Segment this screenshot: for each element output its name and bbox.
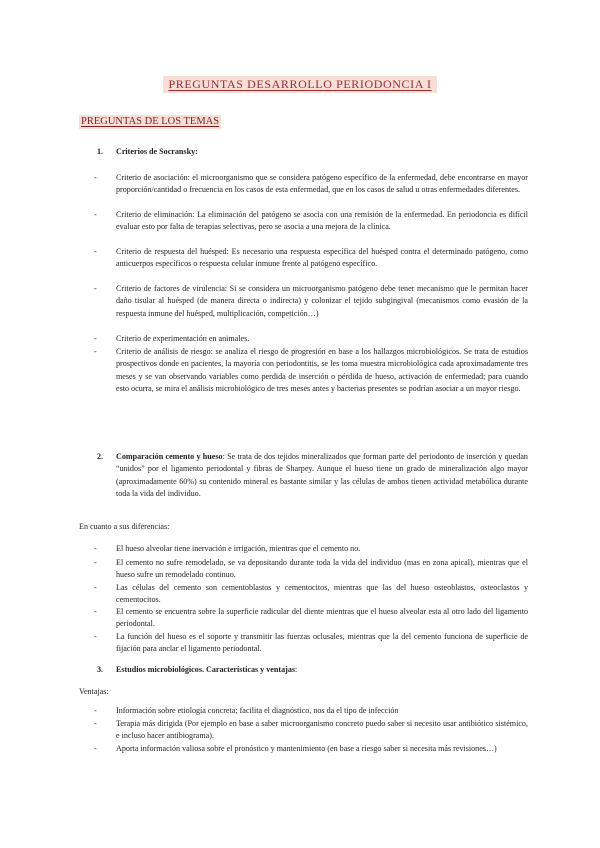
q2-item: Las células del cemento son cementoblastos y cementocitos, mientras que las del hueso osteoblastos, osteoclastos y cementocitos. bbox=[116, 583, 528, 605]
q1-number: 1. bbox=[97, 147, 104, 156]
bullet: - bbox=[94, 210, 97, 219]
q3-item: Terapia más dirigida (Por ejemplo en base a saber microorganismo concreto puedo saber si necesito usar antibiótico sistémico, e incluso hacer antibiograma). bbox=[116, 719, 528, 741]
bullet: - bbox=[94, 583, 97, 592]
q2-text: : Se trata de dos tejidos mineralizados que forman parte del periodonto de inserción y quedan “unidos” por el ligamento periodontal y fibras de Sharpey. Aunque el hueso tiene un grado de mineralización algo mayor (aproximadamente 60%) su contenido mineral es bastante similar y las células de ambos tienen actividad metabólica durante toda la vida del individuo. bbox=[116, 452, 528, 498]
q3-intro: Ventajas: bbox=[79, 687, 109, 696]
q1-item: Criterio de asociación: el microorganismo que se considera patógeno específico de la enfermedad, debe encontrarse en mayor proporción/cantidad o frecuencia en los casos de esta enfermedad, que en los casos de salud u otras enfermedades diferentes. bbox=[116, 173, 528, 195]
q1-item: Criterio de análisis de riesgo: se analiza el riesgo de progresión en base a los hallazgos microbiológicos. Se trata de estudios prospectivos donde en pacientes, la mayoría con periodontitis, se les toma muestra microbiológica cada aproximadamente tres meses y se van observando variables como perdida de inserción o pérdida de hueso, activación de enfermedad; para cuando esto ocurra, se mira el análisis microbiológico de tres meses antes y bacterias presentes se podrían asociar a un mayor riesgo. bbox=[116, 347, 528, 393]
q3-item: Información sobre etiología concreta; facilita el diagnóstico, nos da el tipo de infección bbox=[116, 706, 399, 715]
bullet: - bbox=[94, 632, 97, 641]
bullet: - bbox=[94, 173, 97, 182]
q3-number: 3. bbox=[97, 665, 104, 674]
bullet: - bbox=[94, 706, 97, 715]
q2-item: La función del hueso es el soporte y transmitir las fuerzas oclusales, mientras que la del cemento funciona de superficie de fijación para anclar el ligamento periodontal. bbox=[116, 632, 528, 654]
bullet: - bbox=[94, 719, 97, 728]
bullet: - bbox=[94, 744, 97, 753]
q2-intro: En cuanto a sus diferencias: bbox=[79, 522, 170, 531]
bullet: - bbox=[94, 247, 97, 256]
q2-heading: Comparación cemento y hueso bbox=[116, 452, 223, 461]
bullet: - bbox=[94, 347, 97, 356]
document-title-row bbox=[0, 76, 600, 93]
bullet: - bbox=[94, 334, 97, 343]
document-title: PREGUNTAS DESARROLLO PERIODONCIA I bbox=[163, 76, 436, 93]
bullet: - bbox=[94, 284, 97, 293]
q2-paragraph bbox=[97, 451, 528, 500]
q3-item: Aporta información valiosa sobre el pronóstico y mantenimiento (en base a riesgo saber si necesita más revisiones…) bbox=[116, 744, 497, 753]
q1-item: Criterio de factores de virulencia: Si se considera un microorganismo patógeno debe tener mecanismo que le permitan hacer daño tisular al huésped (de manera directa o indirecta) y colonizar el tejido subgingival (mecanismos como evasión de la respuesta inmune del huésped, multiplicación, competición…) bbox=[116, 284, 528, 318]
q1-item: Criterio de experimentación en animales. bbox=[116, 334, 250, 343]
q1-item: Criterio de eliminación: La eliminación del patógeno se asocia con una remisión de la enfermedad. En periodoncia es difícil evaluar esto por falta de terapias selectivas, pero se asocia a una mejora de la clínica. bbox=[116, 210, 528, 232]
q2-item: El hueso alveolar tiene inervación e irrigación, mientras que el cemento no. bbox=[116, 544, 361, 553]
section-heading: PREGUNTAS DE LOS TEMAS bbox=[81, 116, 220, 127]
q1-heading-text: Criterios de Socransky: bbox=[116, 147, 198, 156]
q3-colon: : bbox=[295, 665, 298, 674]
q3-heading bbox=[97, 664, 297, 676]
q2-number: 2. bbox=[97, 452, 104, 461]
q2-item: El cemento se encuentra sobre la superficie radicular del diente mientras que el hueso alveolar esta al otro lado del ligamento periodontal. bbox=[116, 607, 528, 629]
bullet: - bbox=[94, 558, 97, 567]
q1-item: Criterio de respuesta del huésped: Es necesario una respuesta específica del huésped contra el determinado patógeno, como anticuerpos específicos o respuesta celular inmune frente al patógeno específico. bbox=[116, 247, 528, 269]
bullet: - bbox=[94, 544, 97, 553]
q2-item: El cemento no sufre remodelado, se va depositando durante toda la vida del individuo (mas en zona apical), mientras que el hueso sufre un remodelado continuo. bbox=[116, 558, 528, 580]
q1-heading bbox=[97, 146, 198, 158]
q3-heading-text: Estudios microbiológicos. Características y ventajas bbox=[116, 665, 296, 674]
bullet: - bbox=[94, 607, 97, 616]
